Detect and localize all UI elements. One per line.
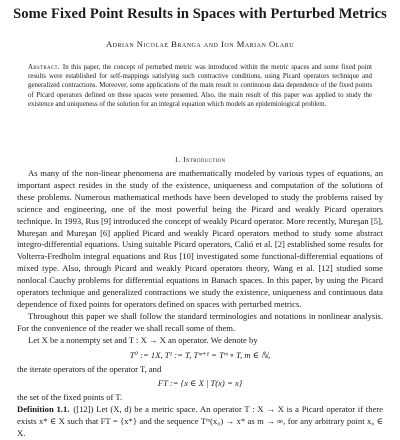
intro-paragraph-1: As many of the non-linear phenomena are mathematically modeled by various types of equations, an important aspect resides in the study of the existence, uniqueness and computation of the solutions of these problems. Numerous mathematical methods have been developed to study the problems raised by science and engineering, one of the most powerful being the Picard and weakly Picard operators technique. In 1993, Rus [9] introduced the concept of weakly Picard operator. More recently, Mureşan [5], Mureşan and Mureşan [6] applied Picard and weakly Picard operators method to study some abstract integro-differential equations. Using suitable Picard operators, Calió et al. [2] established some results for Volterra-Fredholm integral equations and Rus [10] investigated some functional-differential equations of mixed type. Also, through Picard and weakly Picard operators theory, Wang et al. [12] studied some nonlocal Cauchy problems for differential equations in Banach spaces. In this paper, by using the Picard operators technique and generalized contractions we study the existence, uniqueness and continuous data dependence of fixed points for operators defined on spaces with perturbed metrics. <box>17 168 383 309</box>
abstract-label: Abstract. <box>28 64 60 71</box>
intro-paragraph-2: Throughout this paper we shall follow the standard terminologies and notations in nonlinear analysis. For the convenience of the reader we shall recall some of them. <box>17 310 383 333</box>
paper-title: Some Fixed Point Results in Spaces with Perturbed Metrics <box>13 6 387 22</box>
intro-paragraph-5: the set of the fixed points of T. <box>17 392 123 403</box>
definition-1-1 <box>17 404 383 440</box>
equation-iterates: T⁰ := 1X, T¹ := T, Tᵐ⁺¹ = Tᵐ ∘ T, m ∈ ℕ, <box>129 349 271 360</box>
section-body <box>17 168 383 440</box>
abstract-text: In this paper, the concept of perturbed metric was introduced within the metric spaces and some fixed point results were established for self-mappings satisfying such contractive conditions, using Picard operators technique and generalized contractions. Moreover, some applications of the main result to continuous data dependence of the fixed points of Picard operators defined on these spaces were presented. Also, the main result of this paper was applied to study the existence and uniqueness of the solution for an integral equation which models an epidemiological problem. <box>28 64 372 108</box>
paper-authors: Adrian Nicolae Branga and Ion Marian Olaru <box>105 39 295 49</box>
abstract <box>28 63 372 109</box>
definition-label: Definition 1.1. <box>17 404 70 415</box>
intro-paragraph-3: Let X be a nonempty set and T : X → X an operator. We denote by <box>28 334 258 345</box>
equation-fixed-points: FT := {x ∈ X | T(x) = x} <box>157 378 243 389</box>
definition-text: ([12]) Let (X, d) be a metric space. An operator T : X → X is a Picard operator if there exists x* ∈ X such that FT = {x*} and the sequence Tᵐ(x₀) → x* as m → ∞, for any arbitrary point x₀ ∈ X. <box>17 404 383 439</box>
section-heading-introduction: 1. Introduction <box>174 155 226 164</box>
intro-paragraph-4: the iterate operators of the operator T, and <box>17 363 162 374</box>
